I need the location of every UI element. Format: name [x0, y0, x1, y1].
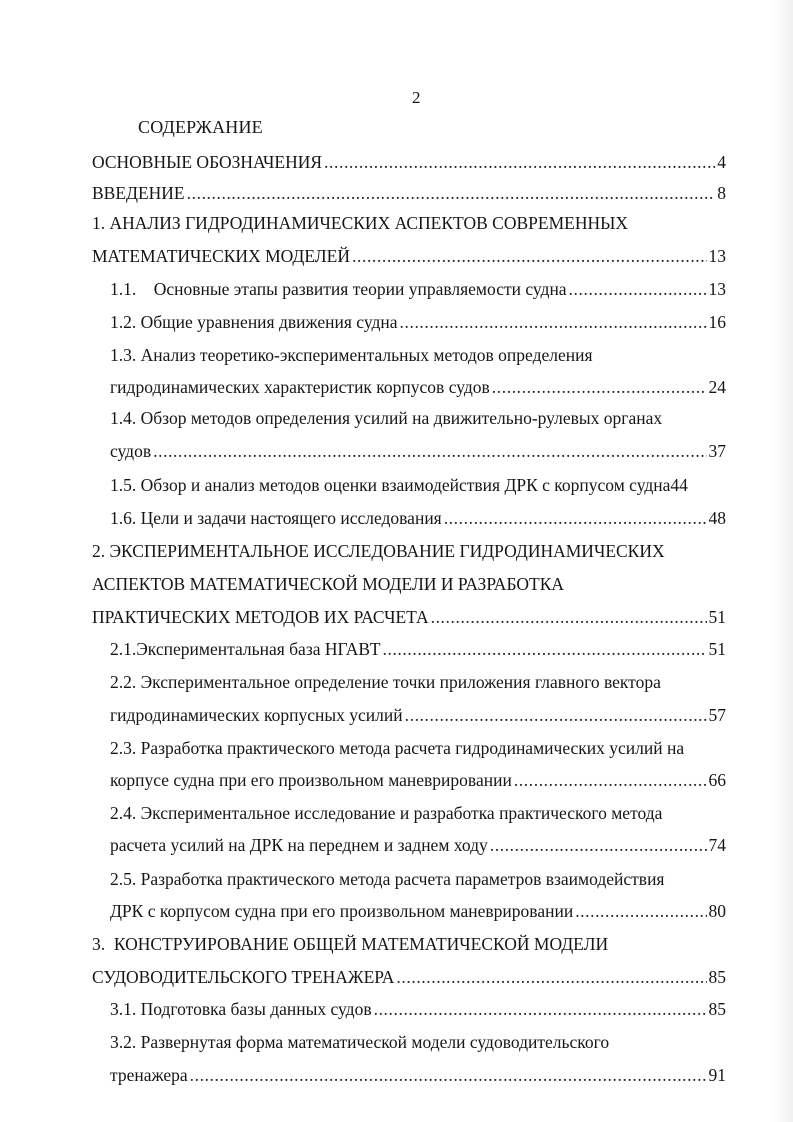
toc-entry-1-3 [110, 374, 726, 400]
toc-leader-dots [374, 996, 707, 1022]
toc-entry-1-4-line1: 1.4. Обзор методов определения усилий на движительно-рулевых органах [110, 408, 663, 428]
toc-entry-label: 1.5. Обзор и анализ методов оценки взаимодействия ДРК с корпусом судна [110, 475, 671, 495]
toc-entry-chapter2-line1: 2. ЭКСПЕРИМЕНТАЛЬНОЕ ИССЛЕДОВАНИЕ ГИДРОДИНАМИЧЕСКИХ [92, 541, 665, 561]
toc-entry-1-2 [110, 309, 726, 335]
toc-entry-label: 1.6. Цели и задачи настоящего исследования [110, 508, 442, 528]
toc-entry-page: 51 [708, 639, 726, 659]
toc-entry-page: 66 [708, 770, 726, 790]
toc-entry-label: расчета усилий на ДРК на переднем и заднем ходу [110, 835, 488, 855]
toc-entry-label: ВВЕДЕНИЕ [92, 183, 185, 203]
toc-leader-dots [383, 636, 707, 662]
toc-entry-3-1 [110, 996, 726, 1022]
toc-entry-page: 37 [708, 441, 726, 461]
toc-entry-page: 85 [708, 967, 726, 987]
toc-entry-1-1 [110, 276, 726, 302]
toc-entry-2-3-line1: 2.3. Разработка практического метода расчета гидродинамических усилий на [110, 738, 685, 758]
toc-entry-page: 48 [708, 508, 726, 528]
toc-entry-introduction [92, 180, 726, 206]
toc-leader-dots [575, 898, 706, 924]
toc-entry-page: 16 [708, 312, 726, 332]
toc-entry-2-5 [110, 898, 726, 924]
toc-entry-page: 80 [708, 901, 726, 921]
toc-entry-page: 85 [708, 999, 726, 1019]
toc-entry-page: 8 [717, 183, 726, 203]
toc-entry-label: гидродинамических корпусных усилий [110, 705, 403, 725]
toc-entry-chapter2-line2: АСПЕКТОВ МАТЕМАТИЧЕСКОЙ МОДЕЛИ И РАЗРАБОТКА [92, 574, 565, 594]
toc-leader-dots [352, 243, 706, 269]
toc-entry-page: 57 [708, 705, 726, 725]
toc-entry-2-2-line1: 2.2. Экспериментальное определение точки приложения главного вектора [110, 672, 661, 692]
toc-leader-dots [400, 309, 707, 335]
toc-entry-label: ДРК с корпусом судна при его произвольном маневрировании [110, 901, 574, 921]
toc-entry-page: 13 [708, 246, 726, 266]
toc-entry-page: 44 [670, 475, 688, 495]
toc-entry-chapter1 [92, 243, 726, 269]
toc-leader-dots [187, 180, 716, 206]
toc-entry-label: судов [110, 441, 152, 461]
toc-entry-page: 4 [717, 152, 726, 172]
toc-entry-3-2-line1: 3.2. Развернутая форма математической модели судоводительского [110, 1032, 610, 1052]
toc-leader-dots [569, 276, 707, 302]
toc-entry-2-4 [110, 832, 726, 858]
toc-leader-dots [444, 505, 707, 531]
scan-edge-shadow [771, 0, 793, 1122]
toc-leader-dots [396, 964, 706, 990]
toc-leader-dots [405, 702, 707, 728]
toc-heading: СОДЕРЖАНИЕ [138, 117, 263, 137]
toc-entry-1-5 [110, 472, 726, 498]
toc-entry-label: гидродинамических характеристик корпусов судов [110, 377, 490, 397]
toc-entry-2-1 [110, 636, 726, 662]
toc-entry-page: 74 [708, 835, 726, 855]
page-number: 2 [412, 88, 421, 107]
toc-leader-dots [431, 604, 707, 630]
toc-entry-label: 1.1. Основные этапы развития теории управляемости судна [110, 279, 567, 299]
toc-entry-label: ПРАКТИЧЕСКИХ МЕТОДОВ ИХ РАСЧЕТА [92, 607, 429, 627]
toc-leader-dots [153, 438, 706, 464]
toc-entry-page: 24 [708, 377, 726, 397]
toc-entry-label: 2.1.Экспериментальная база НГАВТ [110, 639, 381, 659]
toc-entry-label: СУДОВОДИТЕЛЬСКОГО ТРЕНАЖЕРА [92, 967, 395, 987]
toc-entry-notation [92, 149, 726, 175]
toc-entry-chapter2 [92, 604, 726, 630]
toc-leader-dots [490, 832, 707, 858]
toc-entry-2-2 [110, 702, 726, 728]
toc-entry-2-5-line1: 2.5. Разработка практического метода расчета параметров взаимодействия [110, 869, 665, 889]
toc-entry-page: 91 [708, 1065, 726, 1085]
toc-leader-dots [190, 1062, 707, 1088]
toc-entry-label: 3.1. Подготовка базы данных судов [110, 999, 372, 1019]
toc-entry-1-4 [110, 438, 726, 464]
toc-entry-1-3-line1: 1.3. Анализ теоретико-экспериментальных методов определения [110, 345, 593, 365]
toc-entry-label: ОСНОВНЫЕ ОБОЗНАЧЕНИЯ [92, 152, 323, 172]
toc-leader-dots [324, 149, 715, 175]
toc-entry-2-4-line1: 2.4. Экспериментальное исследование и разработка практического метода [110, 803, 663, 823]
toc-entry-chapter3 [92, 964, 726, 990]
toc-entry-label: 1.2. Общие уравнения движения судна [110, 312, 398, 332]
toc-entry-chapter1-line1: 1. АНАЛИЗ ГИДРОДИНАМИЧЕСКИХ АСПЕКТОВ СОВРЕМЕННЫХ [92, 213, 628, 233]
toc-entry-label: тренажера [110, 1065, 188, 1085]
toc-entry-chapter3-line1: 3. КОНСТРУИРОВАНИЕ ОБЩЕЙ МАТЕМАТИЧЕСКОЙ МОДЕЛИ [92, 934, 609, 954]
toc-leader-dots [514, 767, 707, 793]
toc-entry-label: корпусе судна при его произвольном маневрировании [110, 770, 512, 790]
toc-entry-page: 13 [708, 279, 726, 299]
toc-entry-label: МАТЕМАТИЧЕСКИХ МОДЕЛЕЙ [92, 246, 351, 266]
toc-entry-3-2 [110, 1062, 726, 1088]
toc-leader-dots [492, 374, 707, 400]
toc-entry-2-3 [110, 767, 726, 793]
toc-entry-1-6 [110, 505, 726, 531]
toc-entry-page: 51 [708, 607, 726, 627]
